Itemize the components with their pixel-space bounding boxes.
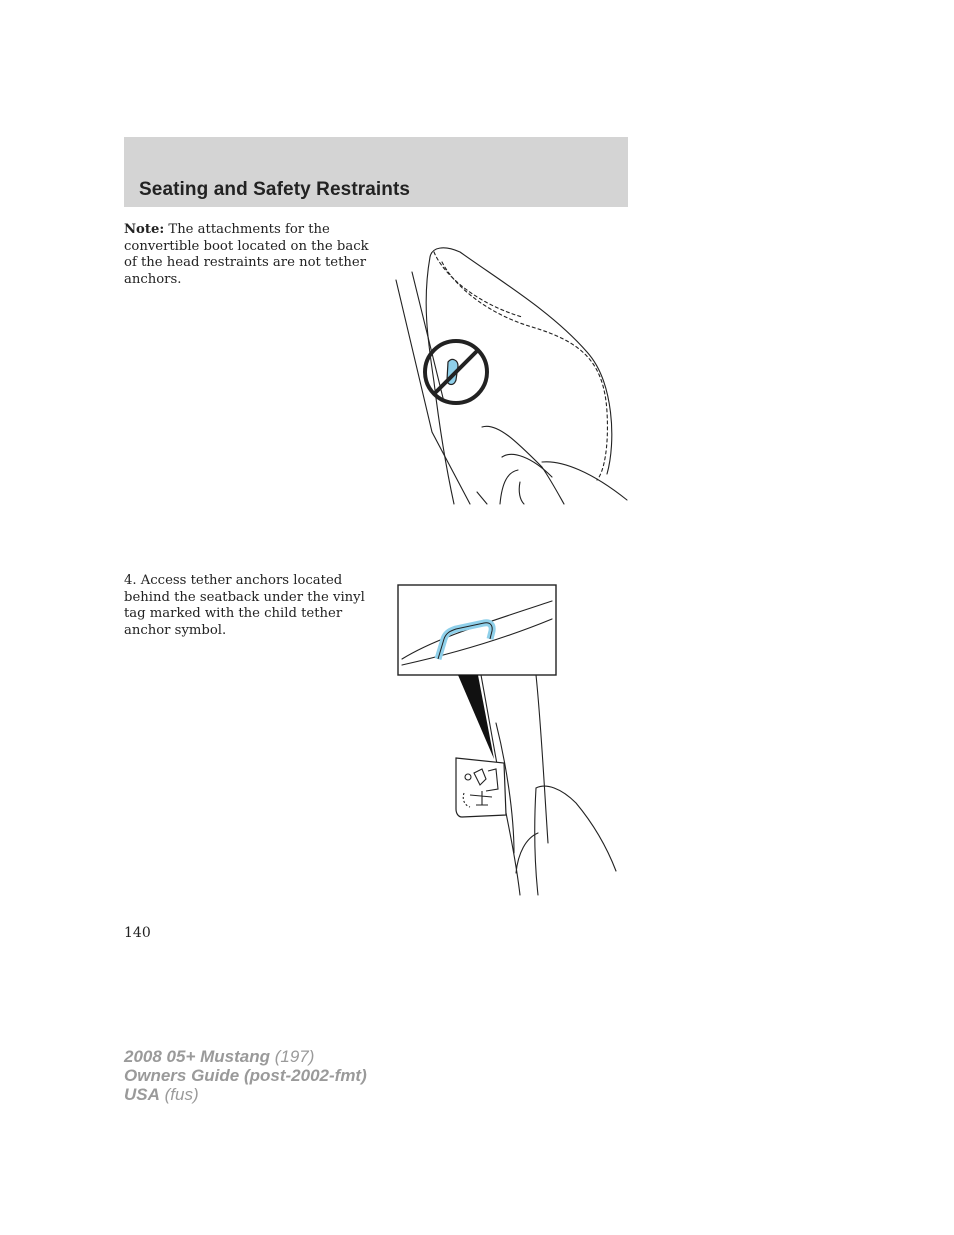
document-footer bbox=[124, 1047, 367, 1104]
footer-line-2: Owners Guide (post-2002-fmt) bbox=[124, 1066, 367, 1085]
note-label: Note: bbox=[124, 222, 165, 237]
section-header-band bbox=[124, 137, 628, 207]
vinyl-tag bbox=[456, 758, 506, 817]
note-text: The attachments for the convertible boot located on the back of the head restraints are not tether anchors. bbox=[124, 222, 369, 287]
note-paragraph bbox=[124, 222, 380, 288]
section-title: Seating and Safety Restraints bbox=[139, 179, 411, 200]
head-restraint-illustration bbox=[392, 242, 632, 507]
page-number: 140 bbox=[124, 925, 151, 941]
tether-anchor-illustration bbox=[396, 583, 620, 898]
footer-line-3: USA (fus) bbox=[124, 1085, 199, 1104]
footer-line-1: 2008 05+ Mustang (197) bbox=[124, 1047, 315, 1066]
prohibited-icon bbox=[425, 341, 487, 403]
step-4-paragraph: 4. Access tether anchors located behind the seatback under the vinyl tag marked with the child tether anchor symbol. bbox=[124, 573, 365, 638]
